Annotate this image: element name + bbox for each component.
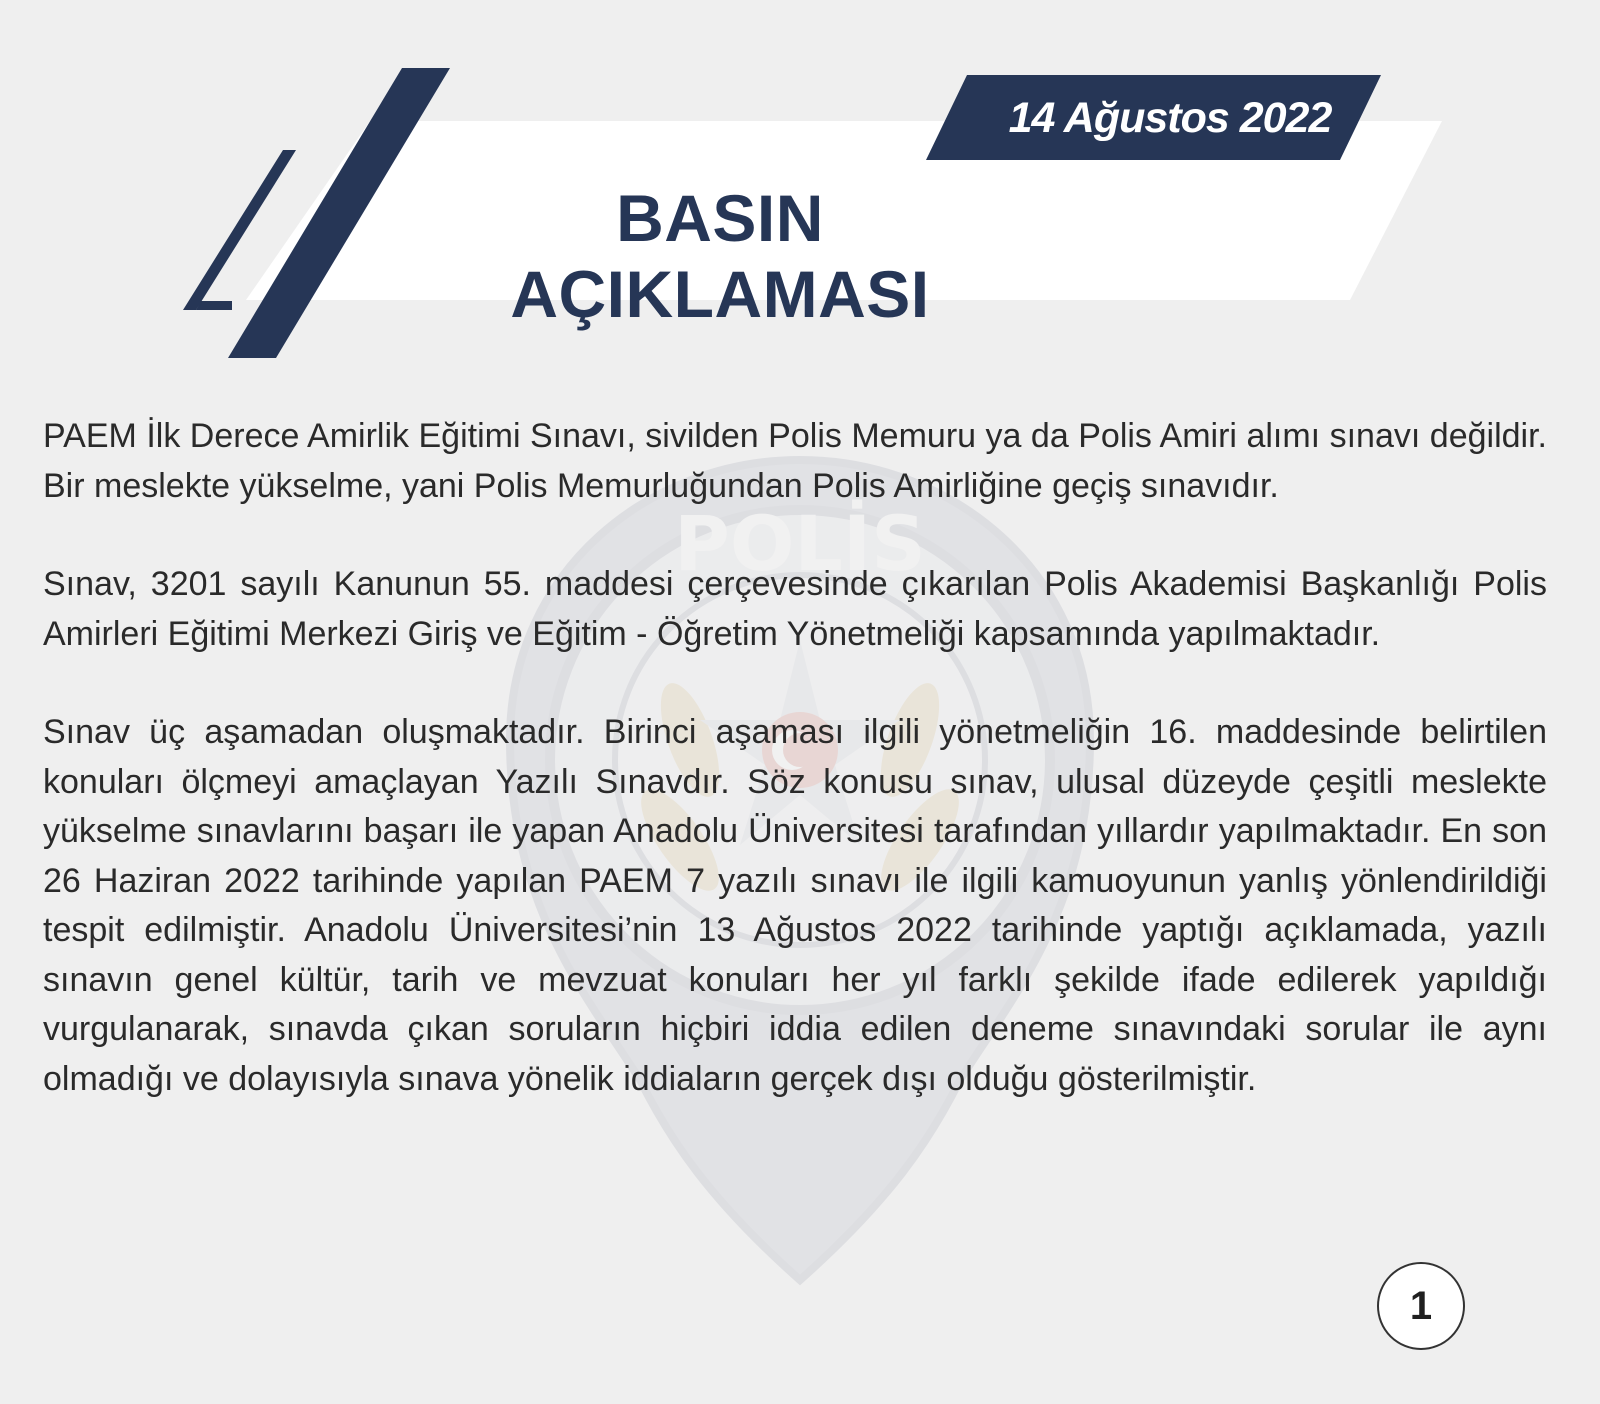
press-release-body	[43, 412, 1547, 1153]
paragraph-2: Sınav, 3201 sayılı Kanunun 55. maddesi çerçevesinde çıkarılan Polis Akademisi Başkanlığı Polis Amirleri Eğitimi Merkezi Giriş ve Eğitim - Öğretim Yönetmeliği kapsamında yapılmaktadır.	[43, 565, 1547, 653]
paragraph-3: Sınav üç aşamadan oluşmaktadır. Birinci aşaması ilgili yönetmeliğin 16. maddesinde belirtilen konuları ölçmeyi amaçlayan Yazılı Sınavdır. Söz konusu sınav, ulusal düzeyde çeşitli meslekte yükselme sınavlarını başarı ile yapan Anadolu Üniversitesi tarafından yıllardır yapılmaktadır. En son 26 Haziran 2022 tarihinde yapılan PAEM 7 yazılı sınavı ile ilgili kamuoyunun yanlış yönlendirildiği tespit edilmiştir. Anadolu Üniversitesi’nin 13 Ağustos 2022 tarihinde yaptığı açıklamada, yazılı sınavın genel kültür, tarih ve mevzuat konuları her yıl farklı şekilde ifade edilerek yapıldığı vurgulanarak, sınavda çıkan soruların hiçbiri iddia edilen deneme sınavındaki sorular ile aynı olmadığı ve dolayısıyla sınava yönelik iddiaların gerçek dışı olduğu gösterilmiştir.	[43, 713, 1547, 1098]
page-number-badge: 1	[1377, 1262, 1465, 1350]
page-title: BASIN AÇIKLAMASI	[510, 181, 930, 331]
paragraph-1: PAEM İlk Derece Amirlik Eğitimi Sınavı, sivilden Polis Memuru ya da Polis Amiri alımı sınavı değildir. Bir meslekte yükselme, yani Polis Memurluğundan Polis Amirliğine geçiş sınavıdır.	[43, 417, 1547, 505]
press-date: 14 Ağustos 2022	[1008, 94, 1332, 142]
emblem-text: POLİS	[674, 499, 926, 588]
small-stripe-foot	[196, 301, 232, 310]
